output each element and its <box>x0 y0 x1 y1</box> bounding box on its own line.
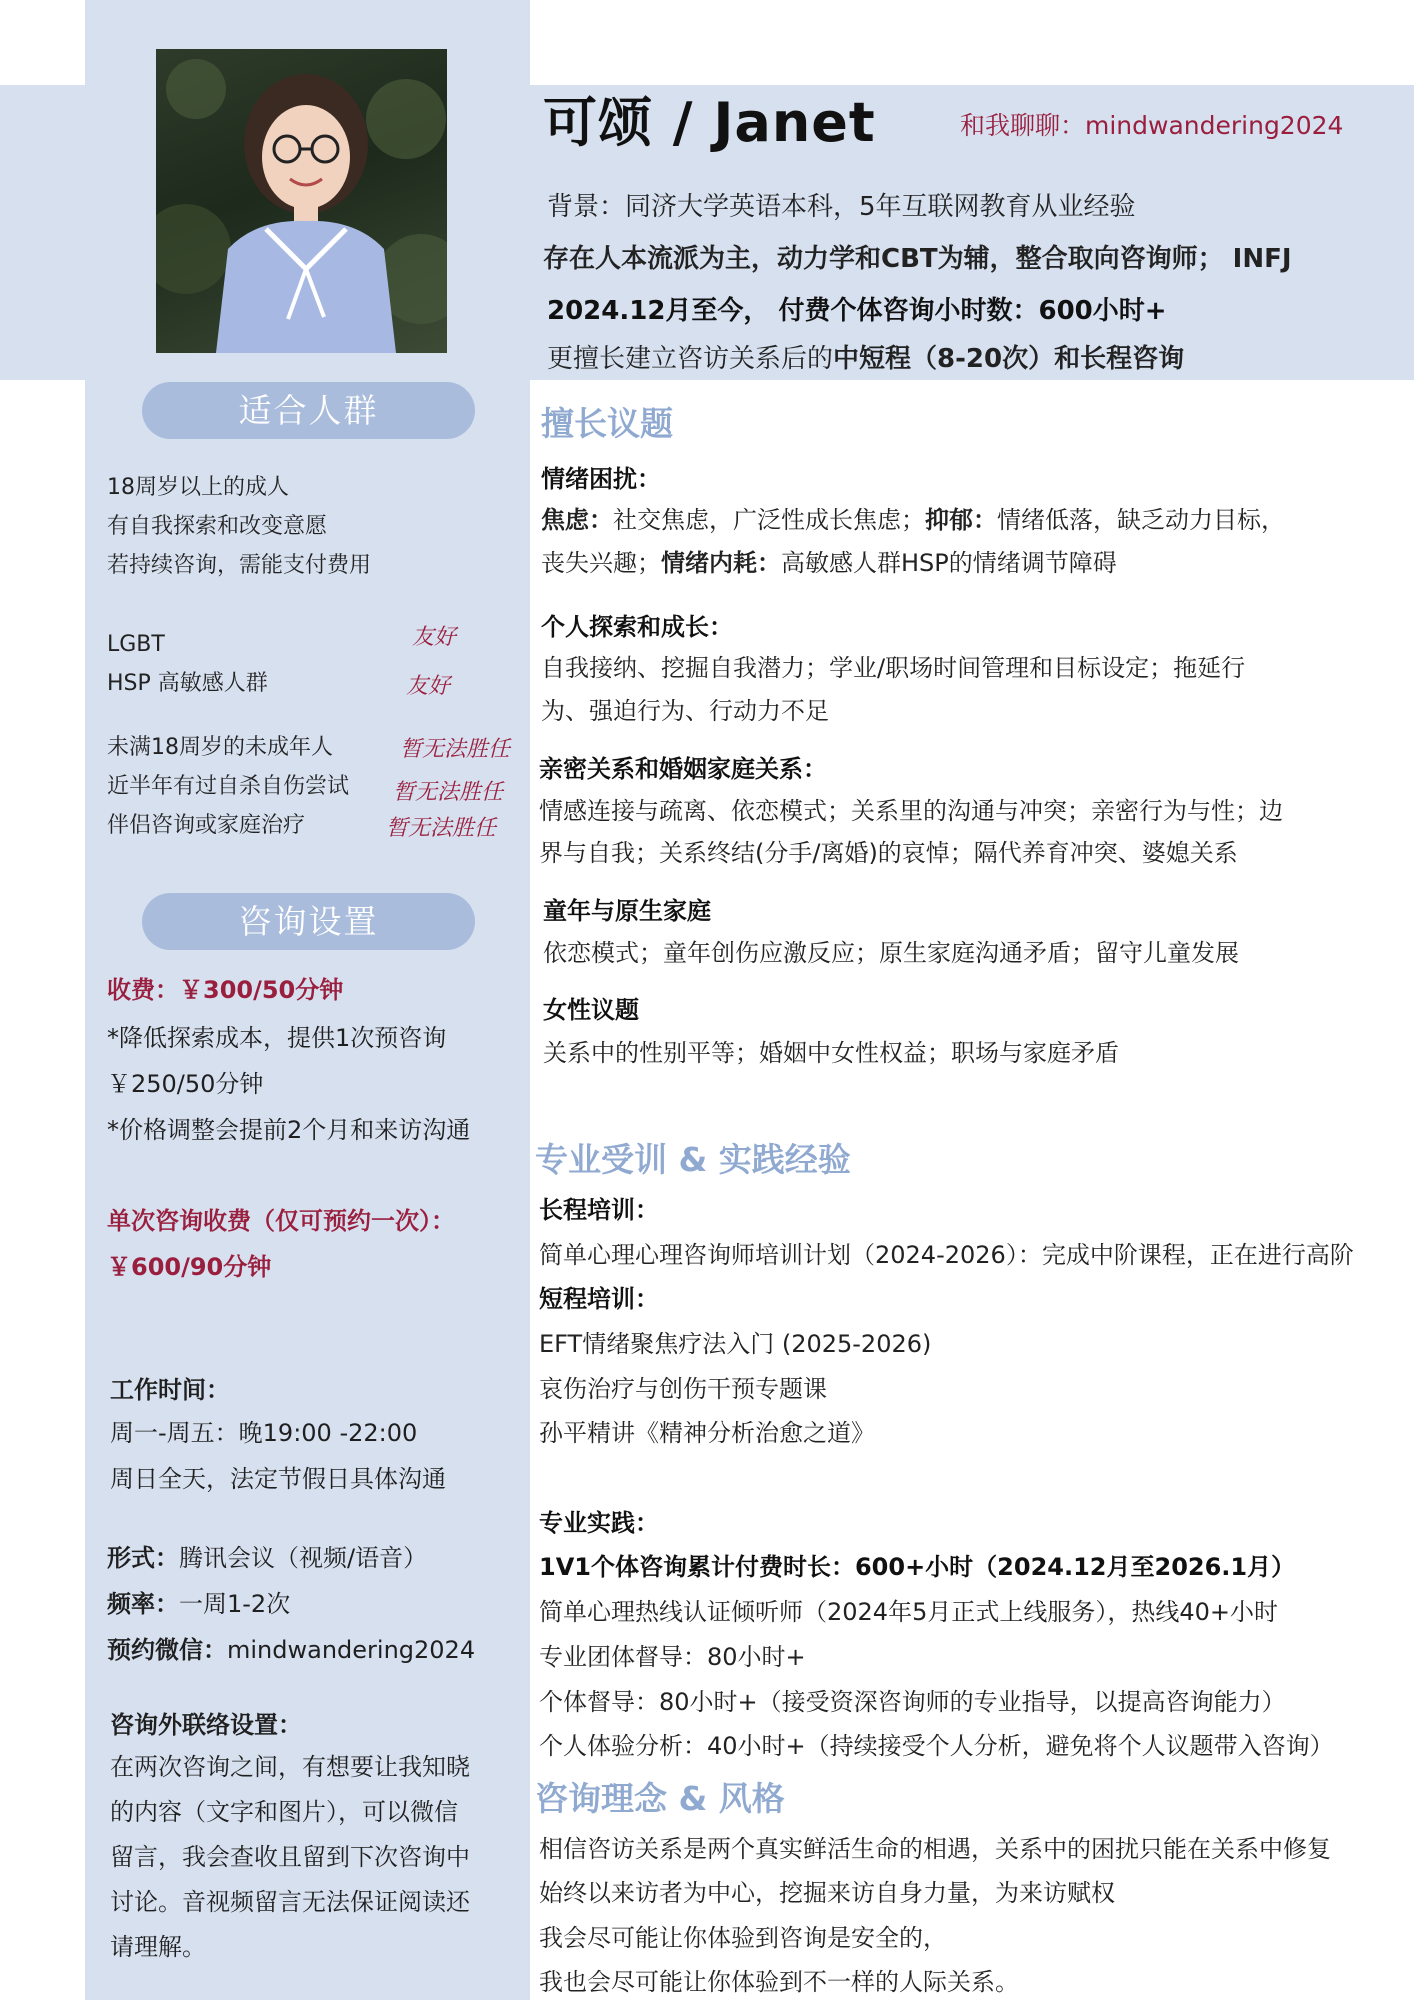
unable-tag: 暂无法胜任 <box>393 780 504 805</box>
practice-item: 个人体验分析：40小时+（持续接受个人分析，避免将个人议题带入咨询） <box>539 1732 1334 1760</box>
women-line: 关系中的性别平等；婚姻中女性权益；职场与家庭矛盾 <box>543 1039 1119 1067</box>
audience-item: 若持续咨询，需能支付费用 <box>107 553 372 578</box>
hours-line: 2024.12月至今， 付费个体咨询小时数：600小时+ <box>547 296 1167 326</box>
orientation-line: 存在人本流派为主，动力学和CBT为辅，整合取向咨询师； INFJ <box>543 244 1292 274</box>
friendly-label: HSP 高敏感人群 <box>107 671 268 696</box>
unable-label: 近半年有过自杀自伤尝试 <box>107 774 350 799</box>
contact-line: 的内容（文字和图片），可以微信 <box>110 1798 458 1826</box>
strength-bold: 中短程（8-20次）和长程咨询 <box>833 344 1185 374</box>
long-training-title: 长程培训： <box>539 1196 659 1224</box>
emotion-title: 情绪困扰： <box>541 465 661 493</box>
philosophy-line: 相信咨访关系是两个真实鲜活生命的相遇，关系中的困扰只能在关系中修复 <box>539 1835 1331 1863</box>
intimacy-title: 亲密关系和婚姻家庭关系： <box>539 755 827 783</box>
practice-title: 专业实践： <box>539 1509 659 1537</box>
background-line: 背景：同济大学英语本科，5年互联网教育从业经验 <box>547 192 1136 222</box>
worktime-title: 工作时间： <box>110 1376 230 1404</box>
short-training-item: EFT情绪聚焦疗法入门 (2025-2026) <box>539 1330 932 1358</box>
growth-title: 个人探索和成长： <box>541 613 733 641</box>
audience-item: 有自我探索和改变意愿 <box>107 514 328 539</box>
profile-photo <box>156 49 447 353</box>
emotion-line-2 <box>541 543 1117 578</box>
fee-note: *价格调整会提前2个月和来访沟通 <box>107 1116 471 1144</box>
philosophy-line: 我会尽可能让你体验到咨询是安全的， <box>539 1924 947 1952</box>
format-block <box>107 1535 475 1673</box>
short-training-item: 哀伤治疗与创伤干预专题课 <box>539 1375 827 1403</box>
childhood-line: 依恋模式；童年创伤应激反应；原生家庭沟通矛盾；留守儿童发展 <box>543 939 1239 967</box>
wechat-value: mindwandering2024 <box>227 1636 476 1664</box>
fee-notes <box>107 1015 470 1153</box>
friendly-tag: 友好 <box>406 674 451 699</box>
unable-tag: 暂无法胜任 <box>400 737 511 762</box>
childhood-title: 童年与原生家庭 <box>543 897 711 925</box>
loss-text: 丧失兴趣； <box>541 549 661 577</box>
settings-pill: 咨询设置 <box>142 893 475 950</box>
strength-text: 更擅长建立咨访关系后的 <box>547 344 834 374</box>
format-line <box>107 1535 475 1581</box>
contact-line: 在两次咨询之间，有想要让我知晓 <box>110 1753 470 1781</box>
fee-line: 收费：￥300/50分钟 <box>107 976 344 1004</box>
unable-label: 未满18周岁的未成年人 <box>107 735 333 760</box>
fee-note: *降低探索成本，提供1次预咨询 <box>107 1024 447 1052</box>
unable-label: 伴侣咨询或家庭治疗 <box>107 813 306 838</box>
contact-line: 请理解。 <box>110 1933 206 1961</box>
single-session-price: ￥600/90分钟 <box>107 1253 272 1281</box>
contact-line: 讨论。音视频留言无法保证阅读还 <box>110 1888 470 1916</box>
anxiety-text: 社交焦虑，广泛性成长焦虑； <box>613 506 925 534</box>
friendly-tag: 友好 <box>412 625 457 650</box>
short-training-title: 短程培训： <box>539 1285 659 1313</box>
audience-list <box>107 468 371 585</box>
contact-line: 留言，我会查收且留到下次咨询中 <box>110 1843 470 1871</box>
wechat-label: 预约微信： <box>107 1636 227 1664</box>
contact-settings-title: 咨询外联络设置： <box>110 1711 302 1739</box>
practice-item: 简单心理热线认证倾听师（2024年5月正式上线服务），热线40+小时 <box>539 1598 1278 1626</box>
page-title: 可颂 / Janet <box>543 91 876 154</box>
long-training-line: 简单心理心理咨询师培训计划（2024-2026）：完成中阶课程，正在进行高阶 <box>539 1241 1354 1269</box>
philosophy-title: 咨询理念 & 风格 <box>535 1779 785 1818</box>
frequency-label: 频率： <box>107 1590 179 1618</box>
format-value: 腾讯会议（视频/语音） <box>179 1544 428 1572</box>
rumination-text: 高敏感人群HSP的情绪调节障碍 <box>781 549 1117 577</box>
practice-item: 专业团体督导：80小时+ <box>539 1643 806 1671</box>
emotion-line-1 <box>541 500 1285 535</box>
wechat-line <box>107 1627 475 1673</box>
intimacy-line: 界与自我；关系终结(分手/离婚)的哀悼；隔代养育冲突、婆媳关系 <box>539 839 1238 867</box>
anxiety-label: 焦虑： <box>541 506 613 534</box>
unable-tag: 暂无法胜任 <box>386 816 497 841</box>
worktime-item: 周一-周五：晚19:00 -22:00 <box>110 1419 418 1447</box>
contact-wechat: 和我聊聊：mindwandering2024 <box>960 111 1344 140</box>
philosophy-line: 始终以来访者为中心，挖掘来访自身力量，为来访赋权 <box>539 1879 1115 1907</box>
frequency-line <box>107 1581 475 1627</box>
single-session-title: 单次咨询收费（仅可预约一次）： <box>107 1207 455 1235</box>
short-training-item: 孙平精讲《精神分析治愈之道》 <box>539 1419 875 1447</box>
rumination-label: 情绪内耗： <box>661 549 781 577</box>
practice-highlight: 1V1个体咨询累计付费时长：600+小时（2024.12月至2026.1月） <box>539 1553 1296 1581</box>
expertise-title: 擅长议题 <box>541 404 673 443</box>
practice-item: 个体督导：80小时+（接受资深咨询师的专业指导，以提高咨询能力） <box>539 1688 1286 1716</box>
depression-text: 情绪低落，缺乏动力目标， <box>997 506 1285 534</box>
friendly-label: LGBT <box>107 632 165 657</box>
growth-line: 为、强迫行为、行动力不足 <box>541 697 829 725</box>
intimacy-line: 情感连接与疏离、依恋模式；关系里的沟通与冲突；亲密行为与性；边 <box>539 797 1283 825</box>
format-label: 形式： <box>107 1544 179 1572</box>
depression-label: 抑郁： <box>925 506 997 534</box>
strength-line <box>547 338 1184 375</box>
philosophy-line: 我也会尽可能让你体验到不一样的人际关系。 <box>539 1968 1019 1996</box>
growth-line: 自我接纳、挖掘自我潜力；学业/职场时间管理和目标设定；拖延行 <box>541 654 1246 682</box>
training-title: 专业受训 & 实践经验 <box>535 1140 851 1179</box>
women-title: 女性议题 <box>543 996 639 1024</box>
worktime-list <box>110 1410 446 1502</box>
frequency-value: 一周1-2次 <box>179 1590 291 1618</box>
audience-item: 18周岁以上的成人 <box>107 475 289 500</box>
audience-pill: 适合人群 <box>142 382 475 439</box>
fee-note: ￥250/50分钟 <box>107 1070 264 1098</box>
worktime-item: 周日全天，法定节假日具体沟通 <box>110 1465 446 1493</box>
contact-settings-text <box>110 1745 470 1970</box>
